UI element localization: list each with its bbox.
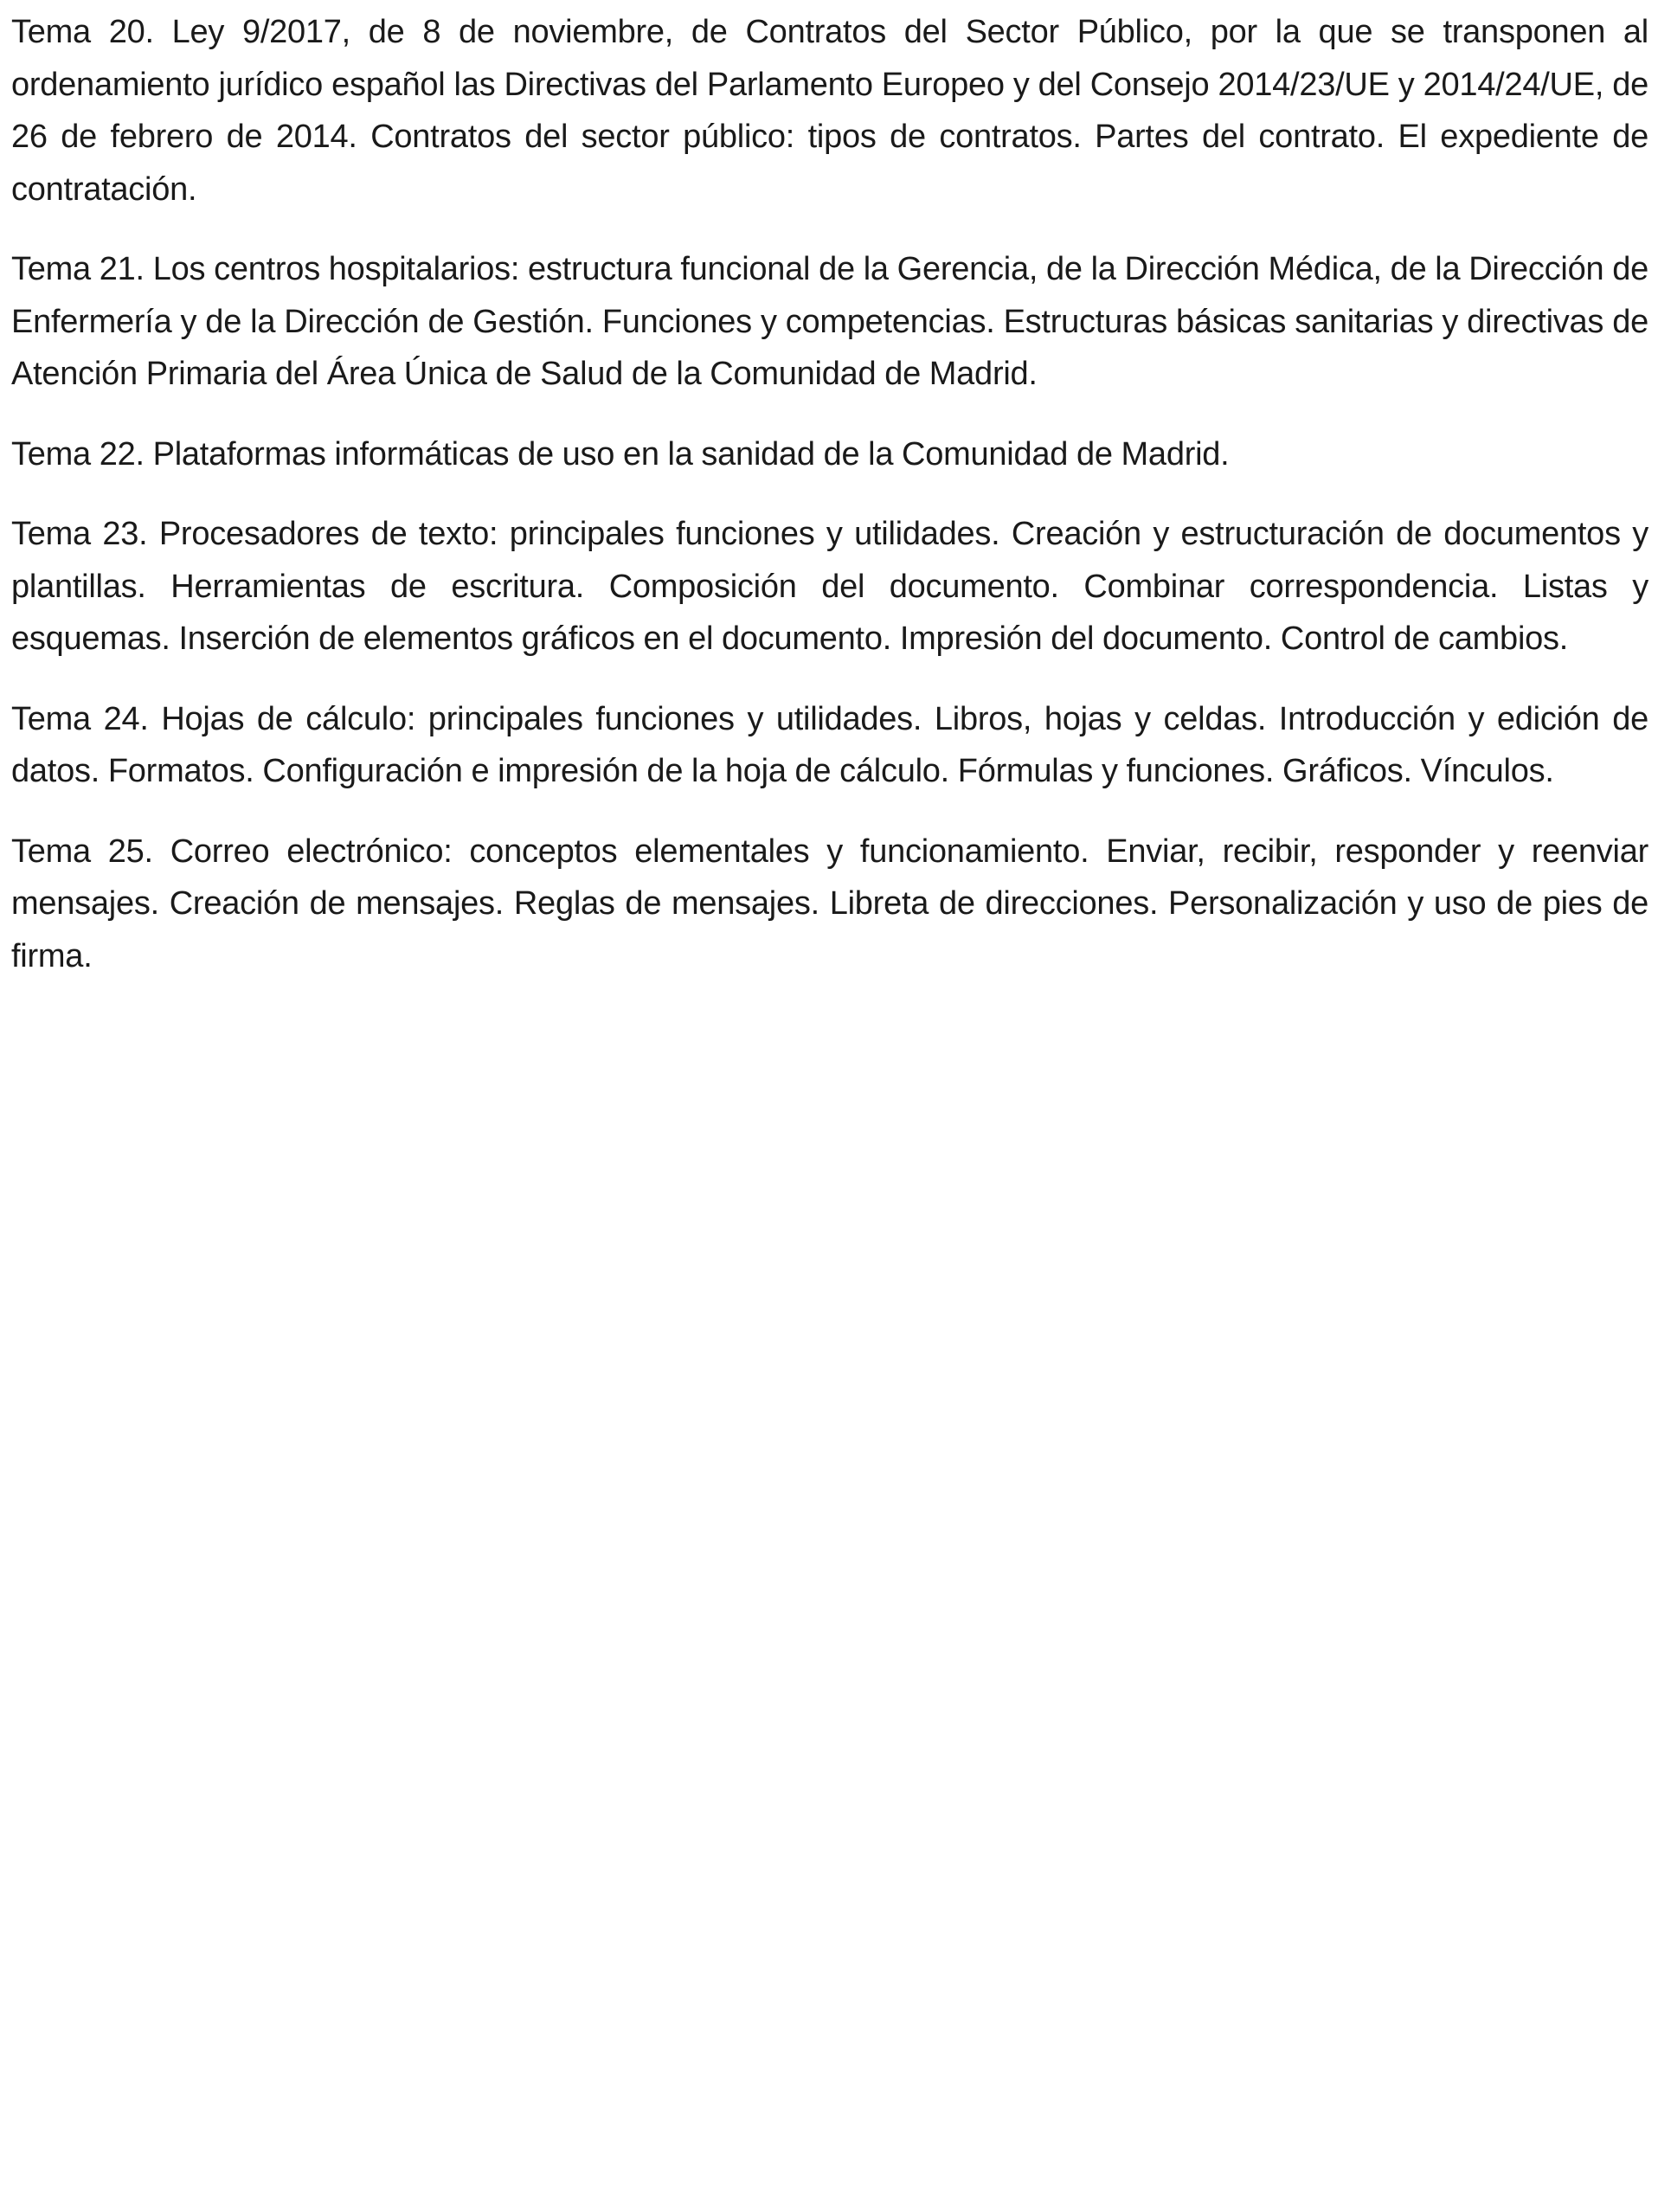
tema-22-paragraph: Tema 22. Plataformas informáticas de uso en la sanidad de la Comunidad de Madrid. [11, 435, 1230, 473]
tema-23-paragraph: Tema 23. Procesadores de texto: principales funciones y utilidades. Creación y estructuración de documentos y plantillas. Herramientas de escritura. Composición del documento. Combinar correspondencia. Listas y esquemas. Inserción de elementos gráficos en el documento. Impresión del documento. Control de cambios. [11, 516, 1648, 657]
tema-21-paragraph: Tema 21. Los centros hospitalarios: estructura funcional de la Gerencia, de la Dirección Médica, de la Dirección de Enfermería y de la Dirección de Gestión. Funciones y competencias. Estructuras básicas sanitarias y directivas de Atención Primaria del Área Única de Salud de la Comunidad de Madrid. [11, 251, 1648, 392]
tema-25-paragraph: Tema 25. Correo electrónico: conceptos elementales y funcionamiento. Enviar, recibir, responder y reenviar mensajes. Creación de mensajes. Reglas de mensajes. Libreta de direcciones. Personalización y uso de pies de firma. [11, 833, 1648, 974]
document-body [11, 6, 1648, 1010]
tema-24-paragraph: Tema 24. Hojas de cálculo: principales funciones y utilidades. Libros, hojas y celdas. Introducción y edición de datos. Formatos. Configuración e impresión de la hoja de cálculo. Fórmulas y funciones. Gráficos. Vínculos. [11, 700, 1648, 789]
tema-20-paragraph: Tema 20. Ley 9/2017, de 8 de noviembre, de Contratos del Sector Público, por la que se transponen al ordenamiento jurídico español las Directivas del Parlamento Europeo y del Consejo 2014/23/UE y 2014/24/UE, de 26 de febrero de 2014. Contratos del sector público: tipos de contratos. Partes del contrato. El expediente de contratación. [11, 14, 1648, 208]
